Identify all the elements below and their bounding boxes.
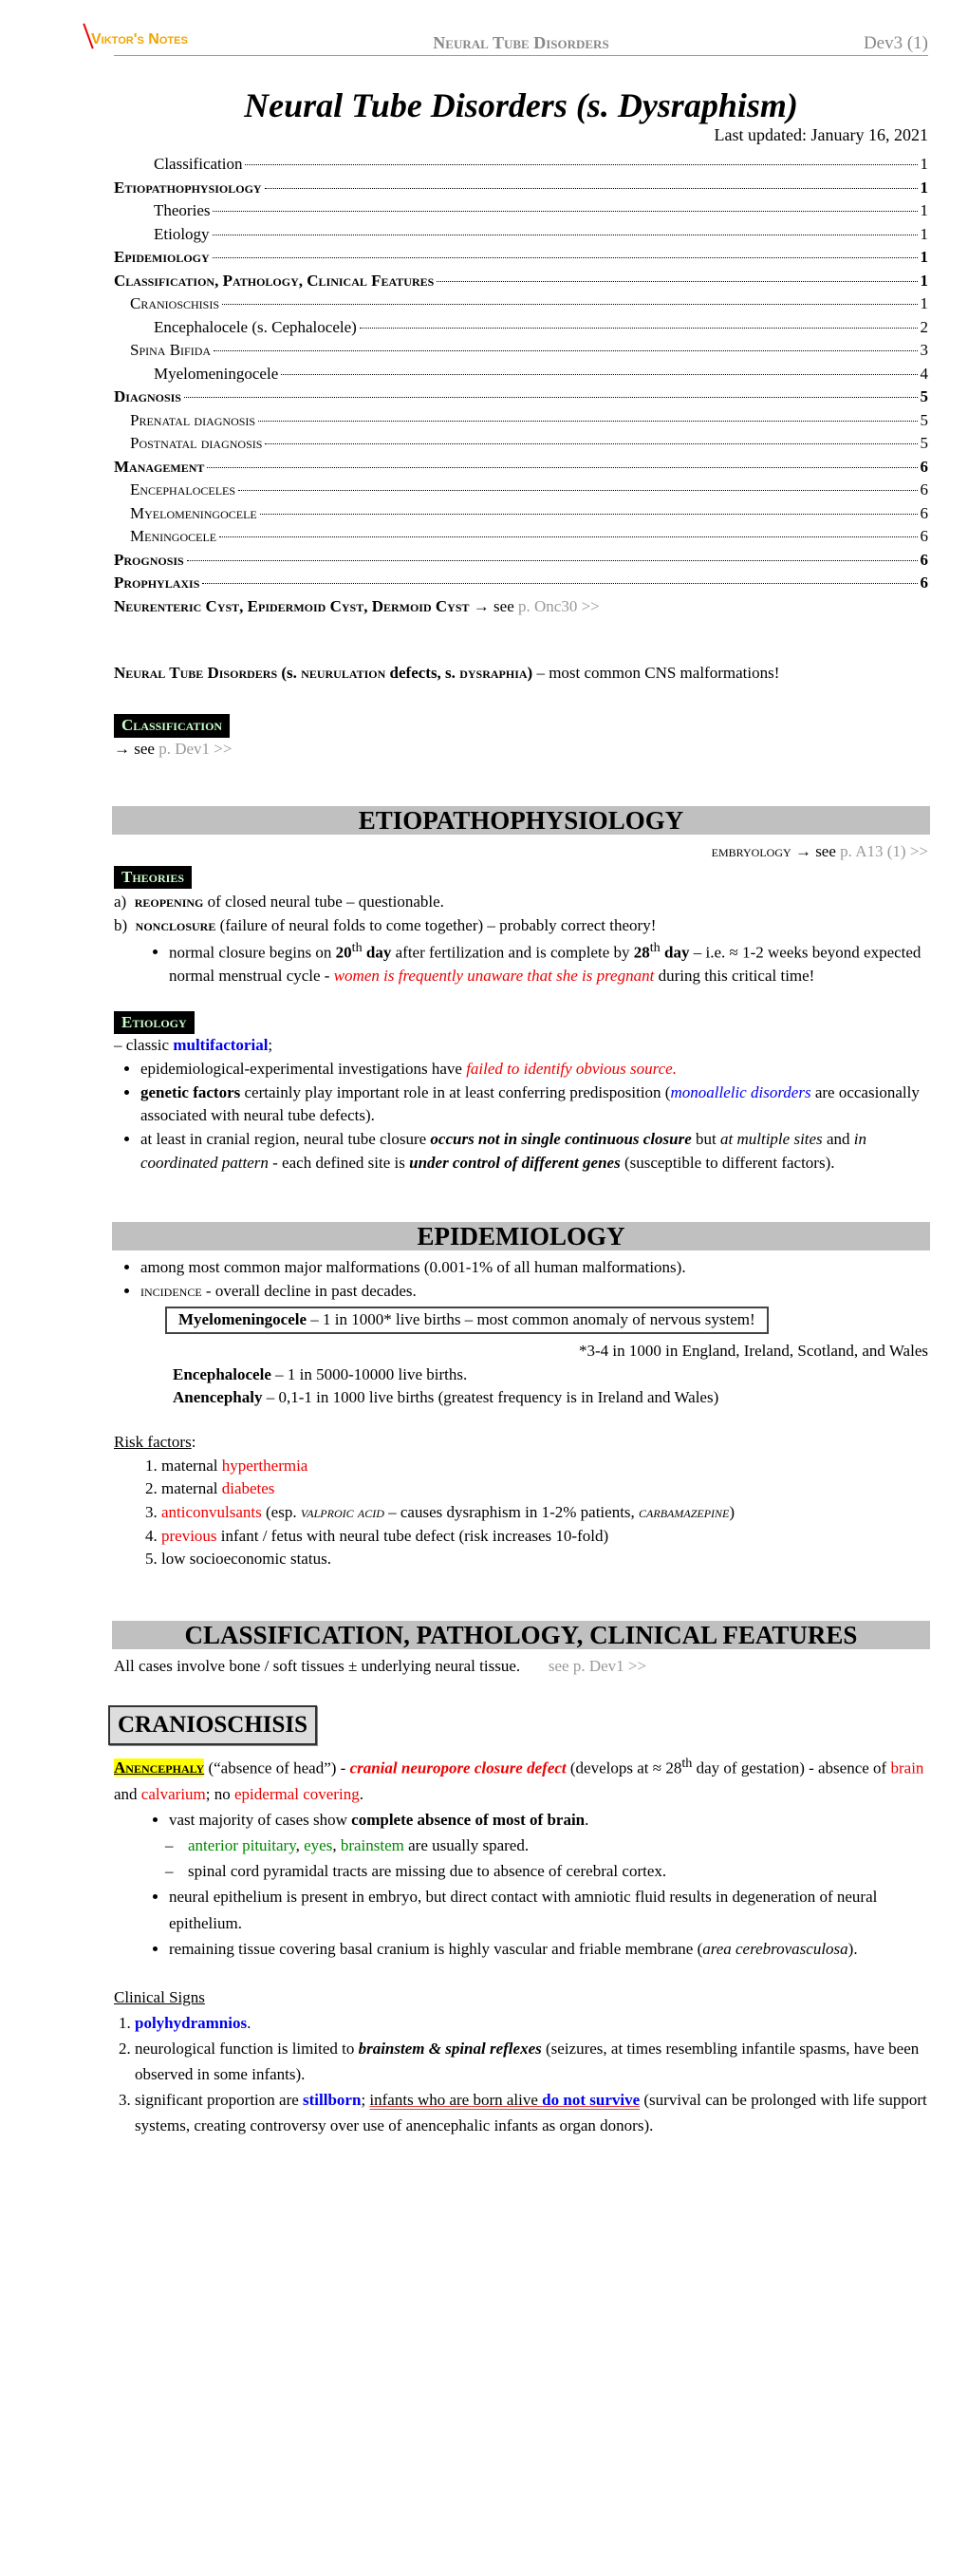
etiology-bullets (114, 1058, 928, 1175)
classification-badge: Classification (114, 714, 230, 738)
text: day of gestation) - absence of (692, 1758, 891, 1777)
text: - each defined site is (268, 1153, 410, 1172)
toc-entry[interactable] (114, 153, 928, 177)
intro-paragraph (114, 662, 928, 686)
term: Neural Tube Disorders (114, 664, 278, 683)
theories-badge: Theories (114, 866, 192, 890)
text: under control of different genes (409, 1153, 621, 1172)
header-page-number: Dev3 (1) (863, 33, 928, 53)
footnote: *3-4 in 1000 in England, Ireland, Scotland, and Wales (579, 1342, 928, 1361)
term: valproic acid (300, 1502, 384, 1521)
toc-entry-page: 6 (920, 503, 928, 522)
theory-a (114, 891, 928, 914)
text: (esp. (261, 1502, 301, 1521)
marker: b) (114, 916, 128, 935)
toc-entry[interactable] (114, 572, 928, 595)
highlight: polyhydramnios (135, 2013, 248, 2032)
toc-leader (437, 281, 917, 282)
toc-entry-page: 1 (920, 271, 928, 290)
text: vast majority of cases show (169, 1810, 352, 1829)
theory-bullets (114, 938, 928, 988)
toc-entry-page: 6 (920, 573, 928, 592)
toc-entry-page: 1 (920, 224, 928, 243)
list-item (169, 938, 928, 988)
text: in coordinated pattern (140, 1129, 866, 1172)
sub-list (169, 1833, 928, 1884)
all-cases-line (114, 1655, 928, 1679)
text: (susceptible to different factors). (620, 1153, 835, 1172)
list-item (161, 1455, 928, 1478)
text: day (362, 943, 392, 962)
text: area cerebrovasculosa (702, 1939, 848, 1958)
highlight: monoallelic disorders (670, 1082, 811, 1101)
text: – 1 in 1000* live births – most common anomaly of nervous system! (307, 1310, 755, 1329)
text: (failure of neural folds to come together) – probably correct theory! (215, 916, 657, 935)
text: - overall decline in past decades. (201, 1281, 417, 1300)
toc-entry-page: 1 (920, 178, 928, 197)
document-body (114, 85, 928, 2139)
text: occurs not in single continuous closure (430, 1129, 692, 1148)
see-arrow: → see (794, 842, 836, 861)
toc-leader (214, 350, 917, 351)
etiology-badge: Etiology (114, 1011, 195, 1035)
list-item: 1. polyhydramnios. (135, 2010, 928, 2036)
term: reopening (134, 893, 204, 912)
toc-leader (245, 164, 917, 165)
text: are occasionally associated with neural tube defects). (140, 1082, 920, 1125)
toc-leader (187, 560, 918, 561)
toc-entry[interactable] (114, 502, 928, 526)
list-item (140, 1058, 928, 1081)
toc-entry[interactable] (114, 223, 928, 247)
text: complete absence of most of brain (351, 1810, 586, 1829)
see-arrow: → see (114, 739, 155, 758)
link-a13[interactable]: p. A13 (1) >> (840, 842, 928, 861)
list-item (140, 1081, 928, 1128)
highlight: multifactorial (173, 1036, 269, 1055)
toc-leader (219, 536, 917, 537)
cranioschisis-heading-wrap (108, 1705, 928, 1745)
see-arrow: → see (473, 596, 514, 615)
list-item (161, 1477, 928, 1501)
link-dev1[interactable]: see p. Dev1 >> (548, 1656, 647, 1675)
text: – 0,1-1 in 1000 live births (greatest frequency is in Ireland and Wales) (262, 1388, 719, 1407)
list-item (135, 2036, 928, 2087)
text: – i.e. ≈ 1-2 weeks beyond expected normal menstrual cycle - (169, 943, 921, 986)
list-item: • neural epithelium is present in embryo, but direct contact with amniotic fluid results in degeneration of neural epithelium. (169, 1884, 928, 1935)
section-epidemiology: EPIDEMIOLOGY (112, 1222, 930, 1250)
text: significant proportion are (135, 2091, 304, 2110)
text: but (691, 1129, 721, 1148)
highlight: brainstem (340, 1835, 404, 1854)
anencephaly-bullets (114, 1807, 928, 1962)
toc-entry-page: 6 (920, 527, 928, 546)
toc-entry-text: Encephalocele (s. Cephalocele) (154, 317, 357, 336)
list-item: – spinal cord pyramidal tracts are missing due to absence of cerebral cortex. (188, 1858, 928, 1884)
toc-entry-text: Diagnosis (114, 387, 181, 406)
clinical-signs-list (114, 2010, 928, 2139)
term: neurulation (301, 664, 386, 683)
toc-entry[interactable] (114, 177, 928, 200)
toc-entry-text: Cranioschisis (130, 294, 220, 313)
list-item (140, 1128, 928, 1175)
toc-entry-text: Classification (154, 155, 243, 174)
text: day (660, 943, 690, 962)
list-item (135, 2087, 928, 2138)
text: Myelomeningocele (178, 1310, 307, 1329)
list-item (161, 1501, 928, 1525)
text: th (649, 939, 661, 955)
text: remaining tissue covering basal cranium is highly vascular and friable membrane ( (169, 1939, 703, 1958)
list-item: – anterior pituitary, eyes, brainstem are usually spared. (188, 1833, 928, 1858)
highlight: hyperthermia (221, 1456, 308, 1475)
theory-b (114, 914, 928, 938)
list-item: • vast majority of cases show complete absence of most of brain. – anterior pituitary, eyes, brainstem are usually spared. – spinal cord pyramidal tracts are missing due to absence of cerebral cortex. (169, 1807, 928, 1885)
toc-entry[interactable] (114, 549, 928, 573)
toc-entry-page: 5 (920, 434, 928, 453)
term: embryology (711, 842, 791, 861)
toc-entry-page: 6 (920, 550, 928, 569)
list-item (140, 1280, 928, 1304)
toc-leader (265, 443, 917, 444)
toc-entry-page: 1 (920, 201, 928, 220)
text: Encephalocele (173, 1364, 271, 1383)
term: nonclosure (135, 916, 216, 935)
toc-entry[interactable] (114, 339, 928, 363)
toc-entry-text: Etiopathophysiology (114, 178, 262, 197)
term: incidence (140, 1281, 202, 1300)
text: ) (729, 1502, 735, 1521)
text: defects, s. (389, 664, 456, 683)
section-classification-pathology: CLASSIFICATION, PATHOLOGY, CLINICAL FEATURES (112, 1621, 930, 1649)
toc-entry-page: 5 (920, 387, 928, 406)
text: – 1 in 5000-10000 live births. (270, 1364, 468, 1383)
toc-cyst-link[interactable] (114, 595, 928, 619)
text: and (822, 1129, 854, 1148)
toc-entry-page: 1 (920, 248, 928, 267)
text: – classic (114, 1036, 174, 1055)
text: 20 (335, 943, 352, 962)
toc-entry-text: Myelomeningocele (130, 503, 257, 522)
toc-entry-page: 6 (920, 480, 928, 499)
clinical-signs-title: Clinical Signs (114, 1987, 205, 2006)
toc-entry-text: Classification, Pathology, Clinical Features (114, 271, 435, 290)
toc-cyst-text: Neurenteric Cyst, Epidermoid Cyst, Dermoid Cyst (114, 596, 470, 615)
toc-entry-text: Spina Bifida (130, 341, 212, 360)
text: infants who are born alive (369, 2091, 543, 2110)
text: ; no (205, 1784, 234, 1803)
anencephaly-incidence (114, 1386, 928, 1410)
highlight: stillborn (303, 2091, 362, 2110)
toc-entry-text: Management (114, 457, 205, 476)
list-item (169, 1936, 928, 1962)
text: (survival can be prolonged with life support systems, creating controversy over use of anencephalic infants as organ donors). (135, 2091, 927, 2135)
text: ). (847, 1939, 858, 1958)
highlight: epidermal covering (234, 1784, 360, 1803)
toc-entry-page: 3 (920, 341, 928, 360)
toc-entry-text: Myelomeningocele (154, 364, 279, 383)
toc-entry-page: 1 (920, 155, 928, 174)
anencephaly-paragraph (114, 1753, 928, 1807)
toc-entry[interactable] (114, 409, 928, 433)
text: at least in cranial region, neural tube closure (140, 1129, 431, 1148)
cranioschisis-heading: CRANIOSCHISIS (108, 1705, 317, 1745)
toc-entry[interactable] (114, 316, 928, 340)
text: Risk factors (114, 1433, 192, 1452)
toc-leader (222, 304, 917, 305)
header-title: Neural Tube Disorders (433, 33, 609, 52)
highlight: anterior pituitary (188, 1835, 296, 1854)
toc-entry-text: Postnatal diagnosis (130, 434, 263, 453)
toc-entry[interactable] (114, 199, 928, 223)
toc-entry-text: Prognosis (114, 550, 184, 569)
term-highlight: Anencephaly (114, 1758, 205, 1777)
text: after fertilization and is complete by (391, 943, 634, 962)
toc-leader (213, 257, 918, 258)
marker: a) (114, 893, 127, 912)
toc-entry-text: Prophylaxis (114, 573, 200, 592)
toc-entry[interactable] (114, 270, 928, 293)
toc-leader (238, 490, 917, 491)
risk-factors-list (114, 1455, 928, 1571)
highlight: brain (890, 1758, 924, 1777)
toc-entry-text: Meningocele (130, 527, 217, 546)
text: normal closure begins on (169, 943, 336, 962)
text: th (681, 1755, 693, 1771)
highlight: diabetes (221, 1479, 275, 1498)
toc-entry-text: Etiology (154, 224, 210, 243)
text: (develops at ≈ 28 (566, 1758, 682, 1777)
toc-leader (213, 211, 917, 212)
text: 28 (633, 943, 650, 962)
text: and (114, 1784, 141, 1803)
highlight: eyes (304, 1835, 333, 1854)
embryology-ref (114, 840, 928, 864)
section-etiopathophysiology: ETIOPATHOPHYSIOLOGY (112, 806, 930, 835)
viktors-notes-logo: Viktor's Notes (91, 28, 188, 50)
text: at multiple sites (720, 1129, 823, 1148)
text: maternal (161, 1479, 222, 1498)
toc-entry-page: 4 (920, 364, 928, 383)
text: Anencephaly (173, 1388, 263, 1407)
text: (“absence of head”) - (204, 1758, 350, 1777)
text: . (359, 1784, 363, 1803)
text: (s. (281, 664, 297, 683)
highlight: failed to identify obvious source. (466, 1059, 677, 1078)
toc-entry[interactable] (114, 385, 928, 409)
toc-entry-page: 6 (920, 457, 928, 476)
text: are usually spared. (403, 1835, 530, 1854)
link-onc30[interactable]: p. Onc30 >> (518, 596, 600, 615)
toc-entry-text: Epidemiology (114, 248, 210, 267)
toc-entry[interactable] (114, 363, 928, 386)
toc-leader (265, 188, 918, 189)
text: – causes dysraphism in 1-2% patients, (383, 1502, 640, 1521)
page-title: Neural Tube Disorders (s. Dysraphism) (244, 86, 798, 124)
text: neurological function is limited to (135, 2039, 359, 2058)
highlight: cranial neuropore closure defect (349, 1758, 567, 1777)
toc-entry[interactable] (114, 292, 928, 316)
text: genetic factors (140, 1082, 241, 1101)
toc-entry[interactable] (114, 525, 928, 549)
toc-entry[interactable] (114, 456, 928, 479)
text: of closed neural tube – questionable. (203, 893, 444, 912)
myelomeningocele-box (165, 1307, 769, 1334)
term: carbamazepine (639, 1502, 730, 1521)
text: th (351, 939, 363, 955)
epidemiology-bullets (114, 1256, 928, 1303)
toc-leader (281, 374, 917, 375)
text: brainstem & spinal reflexes (358, 2039, 542, 2058)
myelomeningocele-box-wrap (114, 1307, 928, 1334)
list-item: • among most common major malformations (0.001-1% of all human malformations). (140, 1256, 928, 1280)
encephalocele-incidence (114, 1363, 928, 1387)
toc-entry-text: Prenatal diagnosis (130, 410, 256, 429)
text: maternal (161, 1456, 222, 1475)
table-of-contents (114, 153, 928, 595)
highlight: do not survive (542, 2091, 641, 2110)
text: All cases involve bone / soft tissues ± underlying neural tissue. (114, 1656, 521, 1675)
text: during this critical time! (654, 967, 815, 986)
text: (seizures, at times resembling infantile spasms, have been observed in some infants). (135, 2039, 920, 2083)
classification-section (114, 714, 928, 761)
toc-leader (258, 421, 917, 422)
link-dev1[interactable]: p. Dev1 >> (158, 739, 233, 758)
highlight: women is frequently unaware that she is pregnant (333, 967, 655, 986)
highlight: calvarium (140, 1784, 206, 1803)
page-header (91, 28, 928, 56)
toc-entry-page: 1 (920, 294, 928, 313)
last-updated: Last updated: January 16, 2021 (714, 125, 928, 145)
term: dysraphia) (459, 664, 533, 683)
toc-entry-page: 5 (920, 410, 928, 429)
text: – most common CNS malformations! (536, 664, 780, 683)
risk-factors-title: Risk factors: (114, 1433, 196, 1452)
toc-leader (207, 467, 917, 468)
text: certainly play important role in at least conferring predisposition ( (240, 1082, 671, 1101)
text: ; (361, 2091, 370, 2110)
text: epidemiological-experimental investigations have (140, 1059, 467, 1078)
toc-leader (260, 514, 918, 515)
toc-entry-page: 2 (920, 317, 928, 336)
list-item (161, 1525, 928, 1549)
text: infant / fetus with neural tube defect (risk increases 10-fold) (216, 1526, 609, 1545)
toc-entry-text: Encephaloceles (130, 480, 236, 499)
toc-entry-text: Theories (154, 201, 211, 220)
toc-leader (202, 583, 917, 584)
highlight: previous (161, 1526, 217, 1545)
toc-entry[interactable] (114, 246, 928, 270)
list-item: 5. low socioeconomic status. (161, 1548, 928, 1571)
toc-entry[interactable] (114, 432, 928, 456)
etiology-intro: – classic multifactorial; (114, 1036, 273, 1055)
toc-leader (184, 397, 918, 398)
toc-entry[interactable] (114, 479, 928, 502)
toc-leader (360, 328, 918, 329)
highlight: anticonvulsants (161, 1502, 262, 1521)
